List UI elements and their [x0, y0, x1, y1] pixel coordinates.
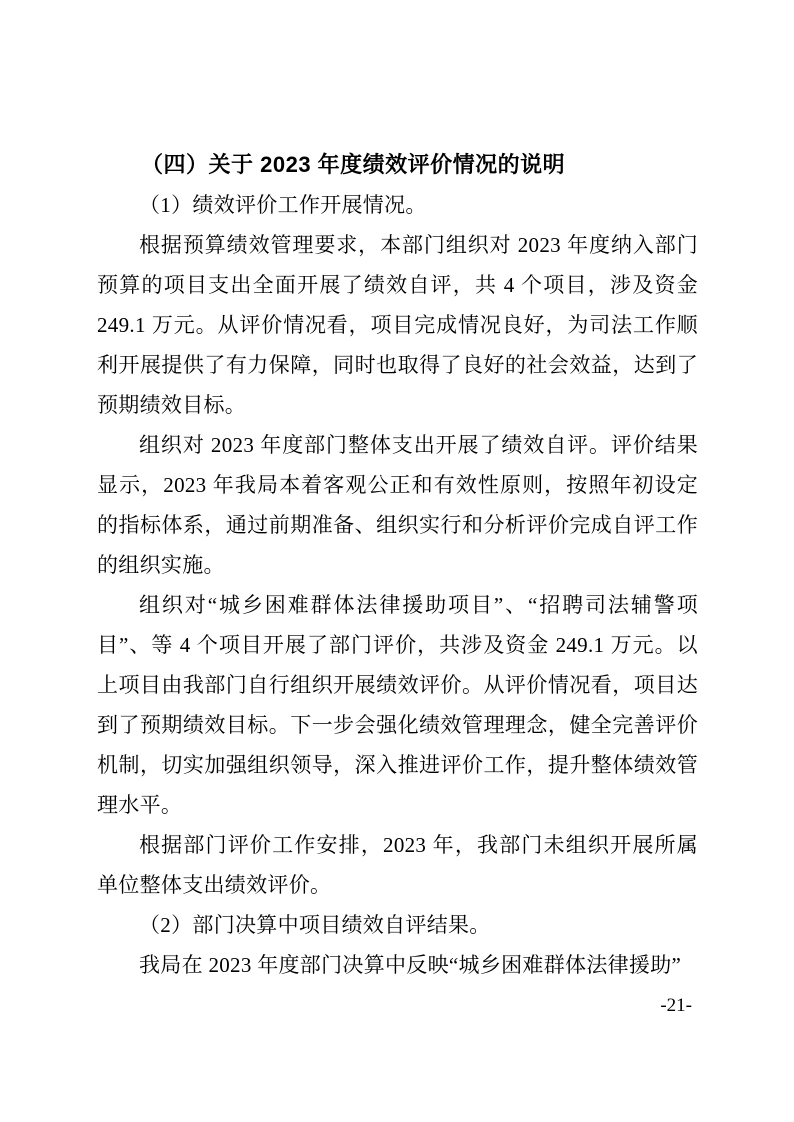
page-number: -21-	[660, 995, 692, 1016]
paragraph-body: 组织对 2023 年度部门整体支出开展了绩效自评。评价结果显示，2023 年我局本着客观公正和有效性原则，按照年初设定的指标体系，通过前期准备、组织实行和分析评价完成自评工作的组织实施。	[97, 433, 698, 577]
paragraph-body: 根据预算绩效管理要求，本部门组织对 2023 年度纳入部门预算的项目支出全面开展了绩效自评，共 4 个项目，涉及资金 249.1 万元。从评价情况看，项目完成情况良好，为司法工作顺利开展提供了有力保障，同时也取得了良好的社会效益，达到了预期绩效目标。	[97, 233, 698, 417]
paragraph-body: 我局在 2023 年度部门决算中反映“城乡困难群体法律援助”	[139, 953, 682, 977]
section-heading: （四）关于 2023 年度绩效评价情况的说明	[141, 152, 566, 177]
document-content	[97, 145, 698, 1021]
paragraph-subheading-1: （1）绩效评价工作开展情况。	[139, 193, 427, 217]
paragraph-subheading-2: （2）部门决算中项目绩效自评结果。	[139, 913, 491, 937]
paragraph-body: 组织对“城乡困难群体法律援助项目”、“招聘司法辅警项目”、等 4 个项目开展了部门评价，共涉及资金 249.1 万元。以上项目由我部门自行组织开展绩效评价。从评价情况看，项目达到了预期绩效目标。下一步会强化绩效管理理念，健全完善评价机制，切实加强组织领导，深入推进评价工作，提升整体绩效管理水平。	[97, 593, 698, 817]
paragraph-body: 根据部门评价工作安排，2023 年，我部门未组织开展所属单位整体支出绩效评价。	[97, 833, 698, 897]
